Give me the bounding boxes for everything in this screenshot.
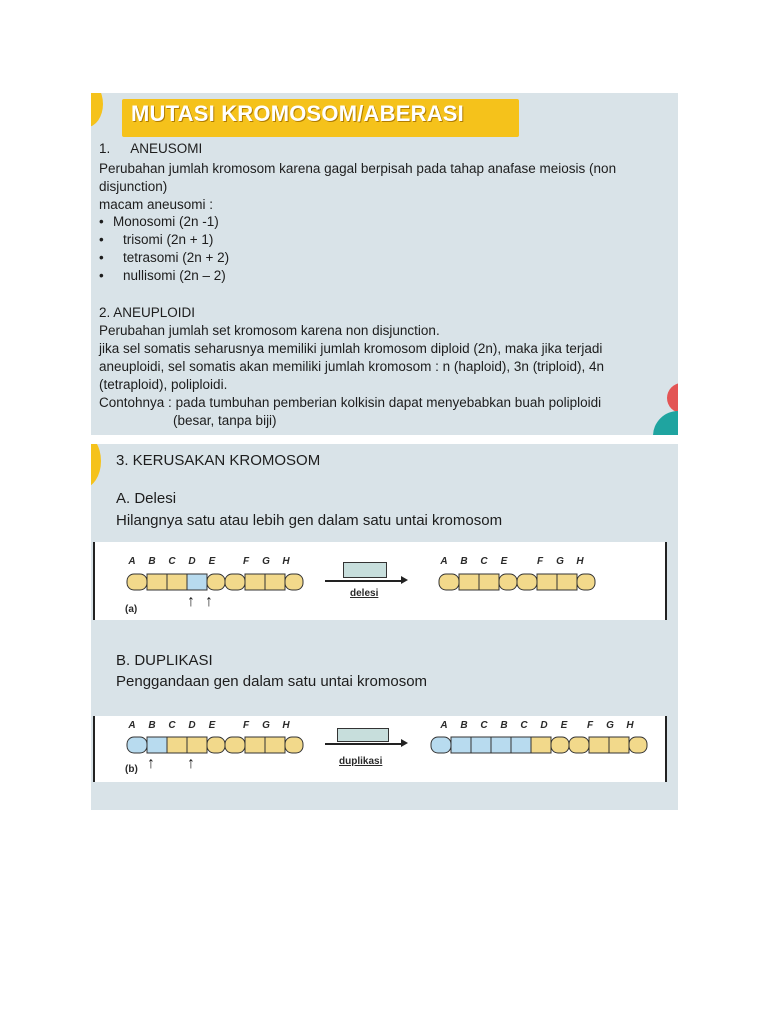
aneusomi-panel bbox=[91, 93, 678, 435]
gene-label: H bbox=[576, 556, 584, 567]
gene-label: G bbox=[262, 720, 270, 731]
delesi-desc: Hilangnya satu atau lebih gen dalam satu untai kromosom bbox=[116, 512, 503, 529]
chromosome-segment bbox=[245, 737, 265, 753]
bullet-icon: • bbox=[99, 214, 104, 229]
section2-line1: Perubahan jumlah set kromosom karena non disjunction. bbox=[99, 323, 440, 338]
chromosome-segment bbox=[471, 737, 491, 753]
gene-label: F bbox=[242, 556, 250, 567]
chromosome-segment bbox=[245, 574, 265, 590]
chromosome-segment bbox=[557, 574, 577, 590]
gene-label: B bbox=[148, 720, 156, 731]
gene-label: F bbox=[586, 720, 594, 731]
chromosome-after-duplikasi bbox=[429, 733, 649, 757]
delesi-label: delesi bbox=[350, 588, 379, 599]
bullet-icon: • bbox=[99, 268, 104, 283]
section2-line3: aneuploidi, sel somatis akan memiliki jumlah kromosom : n (haploid), 3n (triploid), 4n bbox=[99, 359, 604, 374]
gene-label: A bbox=[440, 720, 448, 731]
chromosome-segment bbox=[511, 737, 531, 753]
gene-label: A bbox=[128, 556, 136, 567]
gene-label: A bbox=[128, 720, 136, 731]
section1-desc-line2: disjunction) bbox=[99, 179, 168, 194]
chromosome-segment bbox=[479, 574, 499, 590]
delesi-heading: A. Delesi bbox=[116, 490, 177, 507]
chromosome-segment bbox=[589, 737, 609, 753]
up-arrow-icon: ↑ bbox=[187, 593, 195, 610]
gene-label: G bbox=[556, 556, 564, 567]
chromosome-before-duplikasi bbox=[125, 733, 305, 757]
duplikasi-diagram bbox=[93, 716, 667, 782]
chromosome-segment bbox=[265, 737, 285, 753]
section2-example-cont: (besar, tanpa biji) bbox=[173, 413, 277, 428]
chromosome-segment bbox=[225, 737, 245, 753]
section3-heading: 3. KERUSAKAN KROMOSOM bbox=[116, 452, 321, 469]
chromosome-segment bbox=[439, 574, 459, 590]
gene-label: H bbox=[626, 720, 634, 731]
chromosome-segment bbox=[167, 574, 187, 590]
chromosome-segment bbox=[187, 737, 207, 753]
gene-label: H bbox=[282, 720, 290, 731]
chromosome-segment bbox=[517, 574, 537, 590]
deleted-segment-box bbox=[343, 562, 387, 578]
chromosome-segment bbox=[127, 737, 147, 753]
section1-heading: 1. ANEUSOMI bbox=[99, 141, 203, 156]
gene-label: G bbox=[262, 556, 270, 567]
section2-example bbox=[99, 394, 601, 411]
arrow-line bbox=[325, 580, 403, 582]
gene-label: C bbox=[520, 720, 528, 731]
example-label: Contohnya : bbox=[99, 395, 172, 410]
chromosome-segment bbox=[577, 574, 595, 590]
chromosome-segment bbox=[167, 737, 187, 753]
section2-line4: (tetraploid), poliploidi. bbox=[99, 377, 228, 392]
gene-label: E bbox=[208, 720, 216, 731]
chromosome-segment bbox=[147, 737, 167, 753]
duplikasi-desc: Penggandaan gen dalam satu untai kromosom bbox=[116, 673, 428, 690]
chromosome-segment bbox=[431, 737, 451, 753]
gene-label: C bbox=[168, 720, 176, 731]
aneusomi-item-3: tetrasomi (2n + 2) bbox=[123, 250, 230, 265]
chromosome-segment bbox=[285, 737, 303, 753]
chromosome-segment bbox=[265, 574, 285, 590]
chromosome-segment bbox=[531, 737, 551, 753]
bullet-icon: • bbox=[99, 232, 104, 247]
up-arrow-icon: ↑ bbox=[147, 755, 155, 772]
duplicated-segment-box bbox=[337, 728, 389, 742]
gene-label: C bbox=[168, 556, 176, 567]
chromosome-segment bbox=[225, 574, 245, 590]
gene-label: D bbox=[188, 556, 196, 567]
gene-label: H bbox=[282, 556, 290, 567]
arrow-line bbox=[325, 743, 403, 745]
gene-label: G bbox=[606, 720, 614, 731]
gene-label: E bbox=[208, 556, 216, 567]
chromosome-segment bbox=[127, 574, 147, 590]
chromosome-before-delesi bbox=[125, 570, 305, 594]
chromosome-segment bbox=[537, 574, 557, 590]
section2-line2: jika sel somatis seharusnya memiliki jumlah kromosom diploid (2n), maka jika terjadi bbox=[99, 341, 603, 356]
aneusomi-item-1: Monosomi (2n -1) bbox=[113, 214, 219, 229]
gene-label: C bbox=[480, 556, 488, 567]
aneusomi-item-4: nullisomi (2n – 2) bbox=[123, 268, 226, 283]
chromosome-segment bbox=[569, 737, 589, 753]
figure-label-b: (b) bbox=[125, 764, 138, 775]
decor-yellow-shape bbox=[91, 93, 103, 127]
gene-label: D bbox=[540, 720, 548, 731]
chromosome-segment bbox=[207, 737, 225, 753]
chromosome-segment bbox=[451, 737, 471, 753]
chromosome-segment bbox=[459, 574, 479, 590]
gene-label: F bbox=[536, 556, 544, 567]
up-arrow-icon: ↑ bbox=[187, 755, 195, 772]
chromosome-segment bbox=[147, 574, 167, 590]
kerusakan-kromosom-panel bbox=[91, 444, 678, 810]
section1-desc-line1: Perubahan jumlah kromosom karena gagal berpisah pada tahap anafase meiosis (non bbox=[99, 161, 617, 176]
decor-teal-circle bbox=[653, 411, 678, 435]
delesi-diagram bbox=[93, 542, 667, 620]
example-text: pada tumbuhan pemberian kolkisin dapat menyebabkan buah poliploidi bbox=[175, 395, 602, 410]
gene-label: B bbox=[500, 720, 508, 731]
chromosome-segment bbox=[285, 574, 303, 590]
gene-label: B bbox=[460, 720, 468, 731]
section2-heading: 2. ANEUPLOIDI bbox=[99, 305, 196, 320]
section1-list-intro: macam aneusomi : bbox=[99, 197, 214, 212]
up-arrow-icon: ↑ bbox=[205, 593, 213, 610]
gene-label: B bbox=[148, 556, 156, 567]
chromosome-after-delesi bbox=[437, 570, 597, 594]
bullet-icon: • bbox=[99, 250, 104, 265]
chromosome-segment bbox=[499, 574, 517, 590]
gene-label: B bbox=[460, 556, 468, 567]
gene-label: E bbox=[560, 720, 568, 731]
gene-label: A bbox=[440, 556, 448, 567]
chromosome-segment bbox=[207, 574, 225, 590]
decor-yellow-shape bbox=[91, 444, 101, 488]
duplikasi-heading: B. DUPLIKASI bbox=[116, 652, 213, 669]
chromosome-segment bbox=[187, 574, 207, 590]
decor-red-circle bbox=[667, 383, 678, 413]
chromosome-segment bbox=[629, 737, 647, 753]
gene-label: F bbox=[242, 720, 250, 731]
gene-label: C bbox=[480, 720, 488, 731]
chromosome-segment bbox=[491, 737, 511, 753]
page-title: MUTASI KROMOSOM/ABERASI bbox=[131, 101, 464, 126]
gene-label: E bbox=[500, 556, 508, 567]
chromosome-segment bbox=[551, 737, 569, 753]
gene-label: D bbox=[188, 720, 196, 731]
arrow-right-icon bbox=[401, 739, 408, 747]
aneusomi-item-2: trisomi (2n + 1) bbox=[123, 232, 214, 247]
arrow-right-icon bbox=[401, 576, 408, 584]
figure-label-a: (a) bbox=[125, 604, 138, 615]
chromosome-segment bbox=[609, 737, 629, 753]
duplikasi-label: duplikasi bbox=[339, 756, 383, 767]
